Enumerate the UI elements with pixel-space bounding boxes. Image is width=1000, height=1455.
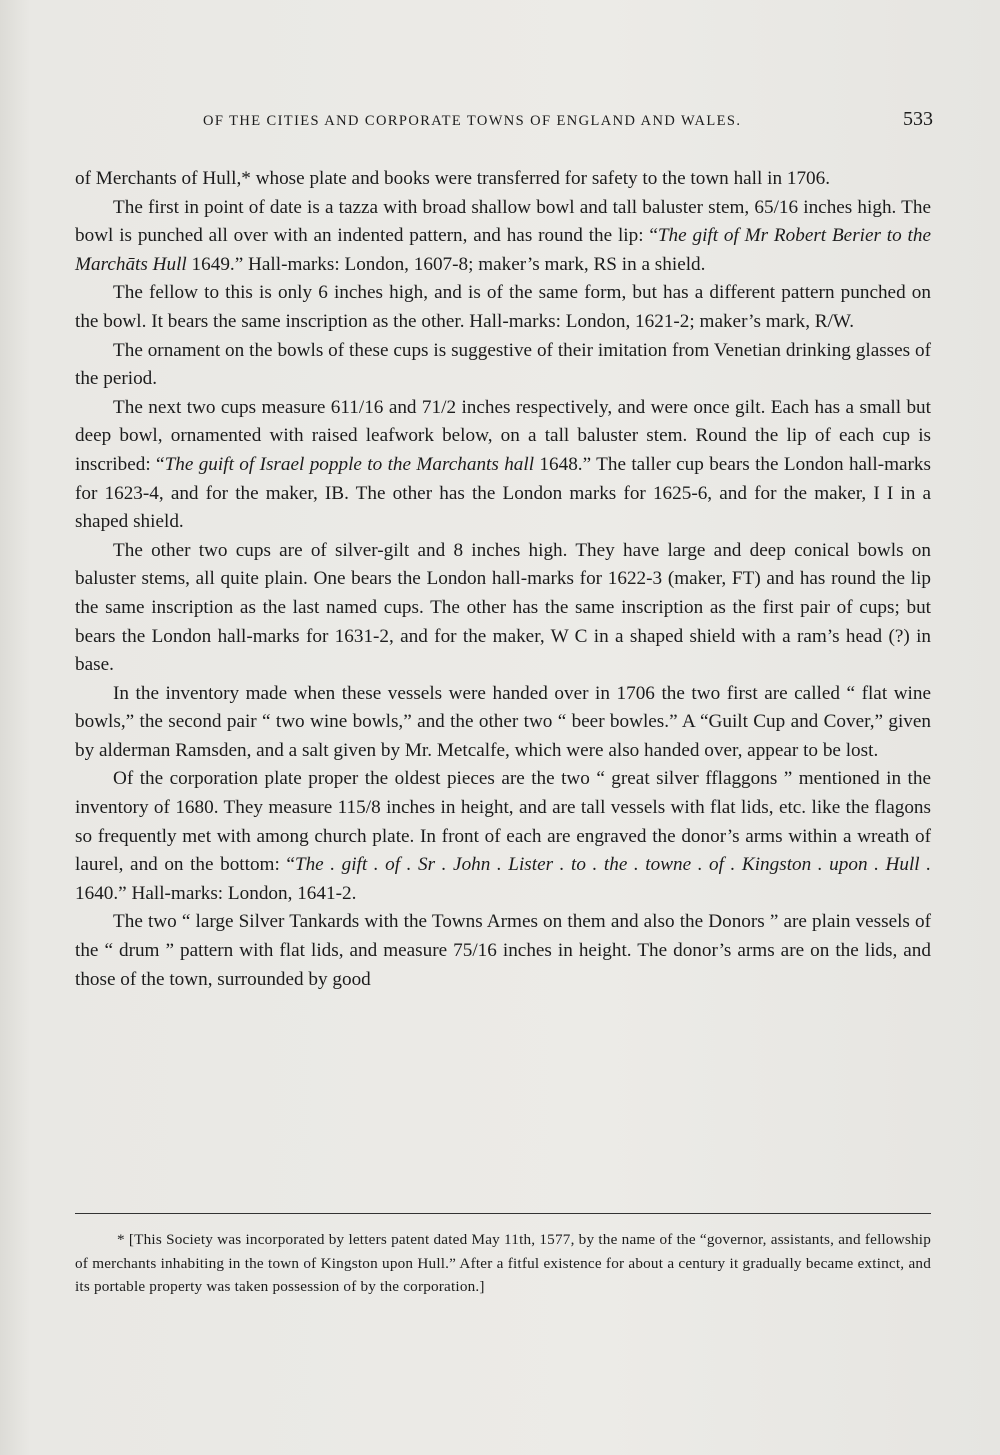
text-run: The next two cups measure 6 — [113, 396, 341, 418]
paragraph — [75, 279, 931, 336]
paragraph — [75, 537, 931, 680]
paragraph — [75, 765, 931, 908]
fraction-or-mark: FT — [731, 568, 755, 590]
text-run: . — [849, 310, 855, 332]
italic-inscription: The . gift . of . Sr . John . Lister . to . the . towne . of . Kingston . upon . Hull . — [294, 854, 931, 876]
footnote: * [This Society was incorporated by letters patent dated May 11th, 1577, by the name of the “governor, assistants, and fellowship of merchants inhabiting in the town of Kingston upon Hull.” After a fitful existence for about a century it gradually became extinct, and its portable property was taken possession of by the corporation.] — [75, 1231, 931, 1295]
fraction-or-mark: 11/16 — [340, 396, 384, 418]
text-run: inches respectively, and were once gilt. Each has a small but deep bowl, ornamented with raised leafwork below, on a tall baluster stem. Round the lip of each cup is inscribed: “ — [75, 396, 931, 475]
fraction-or-mark: 5/16 — [763, 196, 799, 218]
paragraph — [75, 337, 931, 394]
page-number: 533 — [903, 108, 933, 130]
text-run: 1649.” Hall-marks: London, 1607-8; maker’s mark, RS in a shield. — [186, 253, 706, 275]
running-head: OF THE CITIES AND CORPORATE TOWNS OF ENGLAND AND WALES. — [203, 113, 742, 129]
text-run: inches in height. The donor’s arms are on the lids, and those of the town, surrounded by good — [75, 940, 931, 990]
text-run: The ornament on the bowls of these cups is suggestive of their imitation from Venetian drinking glasses of the period. — [75, 339, 931, 390]
paragraph — [75, 394, 931, 537]
text-run: The first in point of date is a tazza with broad shallow bowl and tall baluster stem, 6 — [113, 196, 764, 218]
footnote-rule — [75, 1213, 931, 1214]
italic-inscription: The guift of Israel popple to the Marchants hall — [164, 453, 535, 475]
page-header — [75, 108, 935, 141]
fraction-or-mark: 1/2 — [431, 396, 457, 418]
paragraph — [75, 908, 931, 994]
text-run: inches high. The bowl is punched all over with an indented pattern, and has round the lip: “ — [75, 196, 931, 247]
paragraph — [75, 194, 931, 280]
paragraph — [75, 680, 931, 766]
italic-inscription: The gift of Mr Robert Berier to the Marchāts Hull — [75, 225, 931, 275]
text-run: 1648.” The taller cup bears the London hall-marks for 1623-4, and for the maker, IB. The other has the London marks for 1625-6, and for the maker, I I in a shaped shield. — [75, 453, 931, 533]
fraction-or-mark: 5/8 — [356, 797, 381, 819]
text-run: and 7 — [383, 396, 432, 418]
text-run: The two “ large Silver Tankards with the Towns Armes on them and also the Donors ” are plain vessels of the “ drum ” pattern with flat lids, and measure 7 — [75, 911, 931, 962]
text-run: Of the corporation plate proper the oldest pieces are the two “ great silver fflaggons ” mentioned in the inventory of 1680. They measure 11 — [75, 768, 931, 819]
text-run: The other two cups are of silver-gilt and 8 inches high. They have large and deep conical bowls on baluster stems, all quite plain. One bears the London hall-marks for 1622-3 (maker, — [75, 539, 931, 590]
text-run: In the inventory made when these vessels were handed over in 1706 the two first are called “ flat wine bowls,” the second pair “ two wine bowls,” and the other two “ beer bowles.” A “Guilt Cup and Cover,” given by alderman Ramsden, and a salt given by Mr. Metcalfe, which were also handed over, appear to be lost. — [75, 682, 931, 761]
paragraph — [75, 165, 931, 194]
text-run: of Merchants of Hull,* whose plate and books were transferred for safety to the town hall in 1706. — [75, 168, 831, 189]
body-text — [75, 165, 931, 994]
fraction-or-mark: 5/16 — [462, 940, 497, 962]
text-run: ) and has round the lip the same inscription as the last named cups. The other has the same inscription as the first pair of cups; but bears the London hall-marks for 1631-2, and for the maker, W C in a shaped shield with a ram’s head (?) in base. — [75, 568, 931, 676]
text-run: The fellow to this is only 6 inches high, and is of the same form, but has a different pattern punched on the bowl. It bears the same inscription as the other. Hall-marks: London, 1621-2; maker’s mark, — [75, 282, 931, 332]
fraction-or-mark: R/W — [814, 310, 850, 332]
text-run: 1640.” Hall-marks: London, 1641-2. — [75, 882, 357, 904]
text-run: inches in height, and are tall vessels with flat lids, etc. like the flagons so frequently met with among church plate. In front of each are engraved the donor’s arms within a wreath of laurel, and on the bottom: “ — [75, 797, 931, 876]
